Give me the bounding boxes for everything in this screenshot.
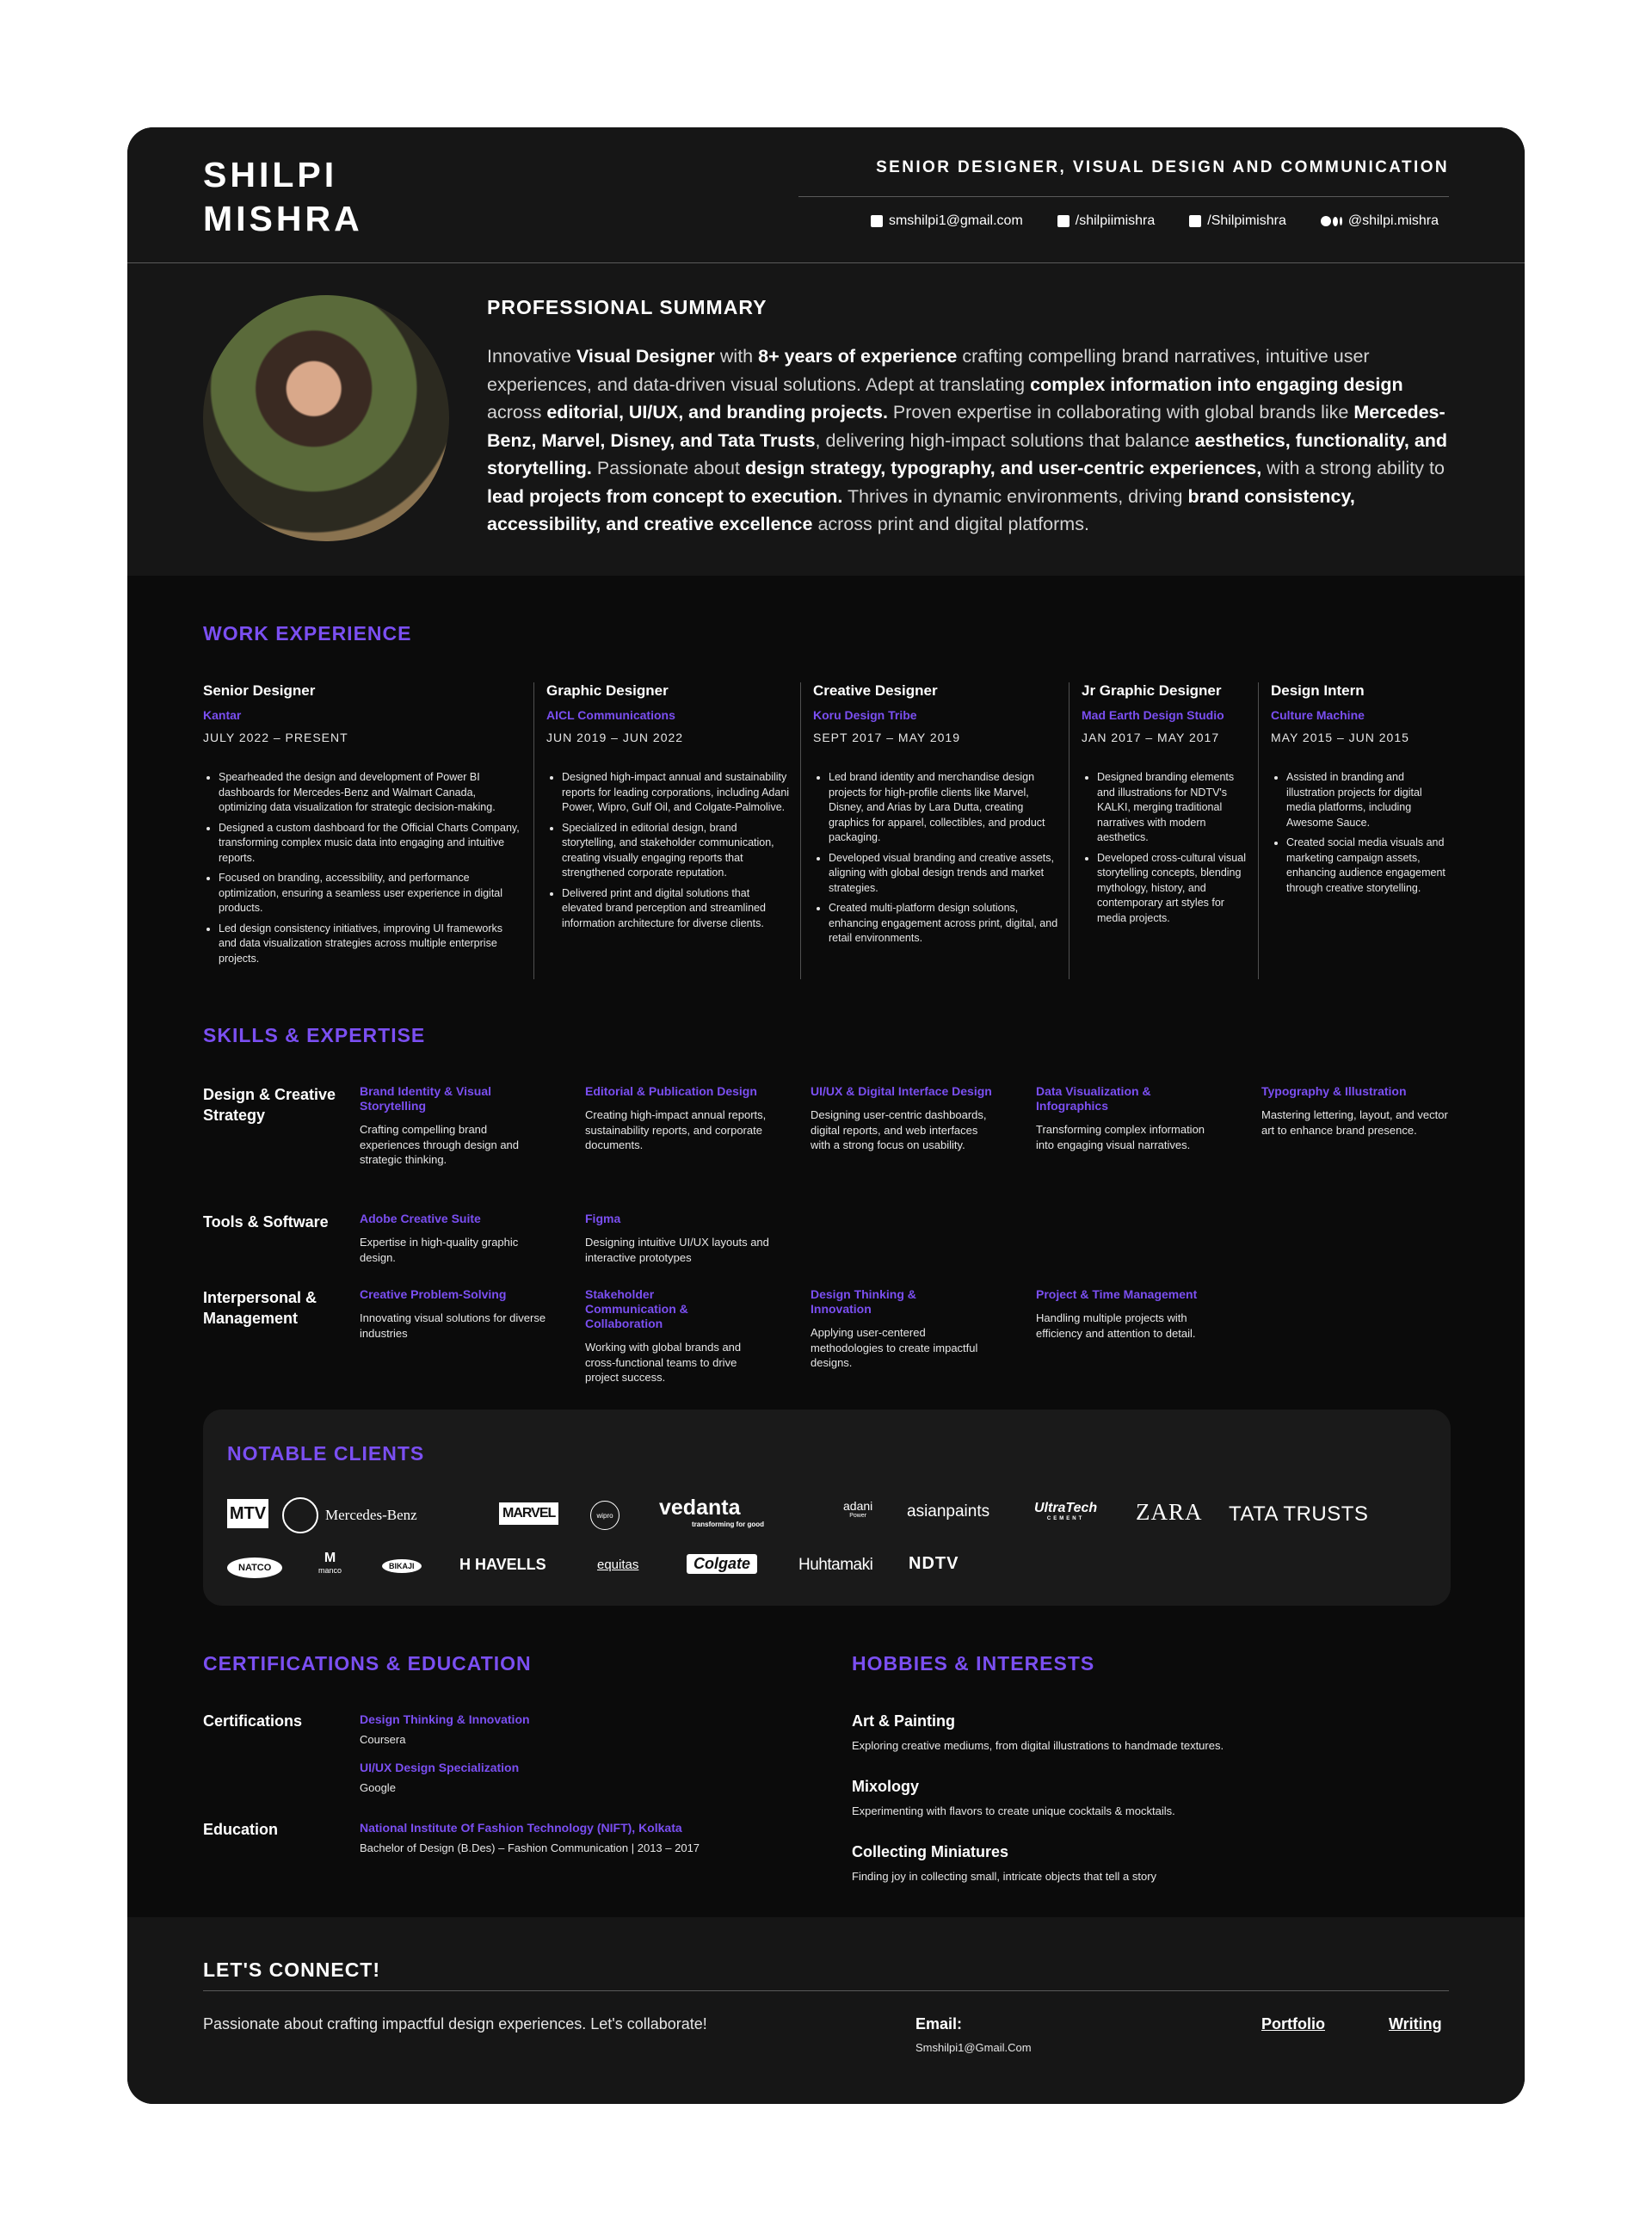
summary-title: PROFESSIONAL SUMMARY	[487, 296, 767, 318]
portfolio-link[interactable]: Portfolio	[1261, 2015, 1325, 2033]
mercedes-star-icon	[282, 1497, 318, 1533]
job-bullets: • Spearheaded the design and development of Power BI dashboards for Mercedes-Benz and Walmart Canada, optimizing data visualization for strategic decision-making. • Designed a custom dashboard for the Official Charts Company, transforming complex music data into engaging and intuitive reports. • Focused on branding, accessibility, and performance optimization, ensuring a seamless user experience in digital products. • Led design consistency initiatives, improving UI frameworks and data visualization strategies across multiple enterprise projects.	[203, 770, 520, 966]
hobbies-title: HOBBIES & INTERESTS	[852, 1652, 1095, 1675]
skill-row: Tools & Software Adobe Creative Suite Expertise in high-quality graphic design. Figma Designing intuitive UI/UX layouts and interactive prototypes	[203, 1212, 1451, 1280]
mercedes-logo: Mercedes-Benz	[282, 1497, 417, 1533]
divider	[203, 1990, 1449, 1991]
profile-photo	[203, 295, 449, 541]
resume-card	[127, 127, 1525, 2104]
contact-email[interactable]: smshilpi1@gmail.com	[871, 213, 1023, 229]
ndtv-logo: NDTV	[909, 1554, 959, 1573]
candidate-name: SHILPI MISHRA	[203, 155, 363, 238]
marvel-logo: MARVEL	[499, 1502, 558, 1525]
natco-logo: NATCO	[227, 1558, 282, 1578]
manco-icon: M	[324, 1551, 336, 1565]
summary-section	[127, 263, 1525, 576]
ultratech-logo: UltraTech CEMENT	[1034, 1501, 1098, 1521]
hobby-item: Art & Painting Exploring creative mediums, from digital illustrations to handmade textures.	[852, 1712, 1224, 1752]
havells-logo: H HAVELLS	[459, 1556, 546, 1573]
edu-label: Education	[203, 1821, 279, 1838]
wipro-logo: wipro	[590, 1501, 620, 1530]
edu-item: National Institute Of Fashion Technology (NIFT), Kolkata Bachelor of Design (B.Des) – Fashion Communication | 2013 – 2017	[360, 1821, 700, 1854]
asianpaints-logo: asianpaints	[907, 1502, 990, 1521]
job-item: Creative Designer Koru Design Tribe SEPT 2017 – MAY 2019 • Led brand identity and merchandise design projects for high-profile clients like Marvel, Disney, and Arias by Lara Dutta, creating graphics for apparel, collectibles, and product packaging. • Developed visual branding and creative assets, aligning with global design trends and market strategies. • Created multi-platform design solutions, enhancing engagement across print, digital, and retail environments.	[800, 682, 1058, 979]
contact-linkedin[interactable]: /shilpiimishra	[1057, 213, 1155, 229]
job-item: Jr Graphic Designer Mad Earth Design Studio JAN 2017 – MAY 2017 • Designed branding elements and illustrations for NDTV's KALKI, merging traditional narratives with modern aesthetics. • Developed cross-cultural visual storytelling concepts, blending mythology, history, and contemporary art styles for media projects.	[1069, 682, 1254, 979]
cert-item: Design Thinking & Innovation Coursera	[360, 1712, 530, 1746]
mtv-logo: MTV	[227, 1499, 268, 1528]
job-bullets: • Designed high-impact annual and sustainability reports for leading corporations, including Adani Power, Wipro, Gulf Oil, and Colgate-Palmolive. • Specialized in editorial design, brand storytelling, and stakeholder communication, creating visually engaging reports that strengthened corporate reputation. • Delivered print and digital solutions that elevated brand perception and streamlined information architecture for diverse clients.	[546, 770, 792, 931]
cert-title: CERTIFICATIONS & EDUCATION	[203, 1652, 532, 1675]
job-item: Design Intern Culture Machine MAY 2015 – JUN 2015 • Assisted in branding and illustration projects for digital media platforms, including Awesome Sauce. • Created social media visuals and marketing campaign assets, enhancing audience engagement through creative storytelling.	[1258, 682, 1451, 979]
hobby-item: Collecting Miniatures Finding joy in collecting small, intricate objects that tell a story	[852, 1843, 1157, 1883]
summary-text: Innovative Visual Designer with 8+ years of experience crafting compelling brand narratives, intuitive user experiences, and data-driven visual solutions. Adept at translating complex information into engaging design across editorial, UI/UX, and branding projects. Proven expertise in collaborating with global brands like Mercedes-Benz, Marvel, Disney, and Tata Trusts, delivering high-impact solutions that balance aesthetics, functionality, and storytelling. Passionate about design strategy, typography, and user-centric experiences, with a strong ability to lead projects from concept to execution. Thrives in dynamic environments, driving brand consistency, accessibility, and creative excellence across print and digital platforms.	[487, 346, 1448, 534]
writing-link[interactable]: Writing	[1389, 2015, 1442, 2033]
clients-panel	[203, 1410, 1451, 1606]
email-link[interactable]: Smshilpi1@Gmail.Com	[915, 2041, 1032, 2054]
footer-text: Passionate about crafting impactful design experiences. Let's collaborate!	[203, 2015, 707, 2033]
divider	[798, 196, 1449, 197]
colgate-logo: Colgate	[687, 1554, 757, 1574]
job-bullets: • Designed branding elements and illustrations for NDTV's KALKI, merging traditional narratives with modern aesthetics. • Developed cross-cultural visual storytelling concepts, blending mythology, history, and contemporary art styles for media projects.	[1082, 770, 1254, 926]
contact-list	[871, 213, 1439, 229]
email-label: Email:	[915, 2015, 963, 2033]
medium-icon	[1321, 216, 1342, 226]
skills-title: SKILLS & EXPERTISE	[203, 1024, 426, 1046]
job-bullets: • Assisted in branding and illustration projects for digital media platforms, including Awesome Sauce. • Created social media visuals and marketing campaign assets, enhancing audience engagement through creative storytelling.	[1271, 770, 1451, 896]
job-list	[203, 682, 1451, 979]
skill-row: Interpersonal & Management Creative Problem-Solving Innovating visual solutions for diverse industries Stakeholder Communication & Collaboration Working with global brands and cross-functional teams to drive project success. Design Thinking & Innovation Applying user-centered methodologies to create impactful designs. Project & Time Management Handling multiple projects with efficiency and attention to detail.	[203, 1287, 1451, 1391]
contact-medium[interactable]: @shilpi.mishra	[1321, 213, 1439, 229]
skill-item: Adobe Creative Suite Expertise in high-quality graphic design.	[360, 1212, 519, 1264]
huhtamaki-logo: Huhtamaki	[798, 1556, 873, 1574]
work-title: WORK EXPERIENCE	[203, 622, 412, 645]
hobby-item: Mixology Experimenting with flavors to create unique cocktails & mocktails.	[852, 1778, 1175, 1817]
skill-item: Project & Time Management Handling multiple projects with efficiency and attention to detail.	[1036, 1287, 1198, 1340]
footer	[127, 1917, 1525, 2104]
job-role: SENIOR DESIGNER, VISUAL DESIGN AND COMMUNICATION	[876, 158, 1449, 176]
skill-item: Creative Problem-Solving Innovating visual solutions for diverse industries	[360, 1287, 546, 1340]
skill-item: Design Thinking & Innovation Applying user-centered methodologies to create impactful designs.	[811, 1287, 978, 1369]
havells-icon: H	[459, 1556, 475, 1573]
skill-row: Design & Creative Strategy Brand Identity & Visual Storytelling Crafting compelling brand experiences through design and strategic thinking. Editorial & Publication Design Creating high-impact annual reports, sustainability reports, and corporate documents. UI/UX & Digital Interface Design Designing user-centric dashboards, digital reports, and web interfaces with a strong focus on usability. Data Visualization & Infographics Transforming complex information into engaging visual narratives. Typography & Illustration Mastering lettering, layout, and vector art to enhance brand presence.	[203, 1084, 1448, 1166]
skill-item: Data Visualization & Infographics Transforming complex information into engaging visual narratives.	[1036, 1084, 1205, 1151]
clients-title: NOTABLE CLIENTS	[227, 1442, 425, 1465]
zara-logo: ZARA	[1136, 1499, 1203, 1525]
job-bullets: • Led brand identity and merchandise design projects for high-profile clients like Marvel, Disney, and Arias by Lara Dutta, creating graphics for apparel, collectibles, and product packaging. • Developed visual branding and creative assets, aligning with global design trends and market strategies. • Created multi-platform design solutions, enhancing engagement across print, digital, and retail environments.	[813, 770, 1058, 947]
behance-icon	[1189, 215, 1201, 227]
skill-item: Editorial & Publication Design Creating high-impact annual reports, sustainability reports, and corporate documents.	[585, 1084, 767, 1151]
manco-logo: M manco	[318, 1551, 342, 1575]
footer-title: LET'S CONNECT!	[203, 1959, 381, 1981]
skill-item: UI/UX & Digital Interface Design Designing user-centric dashboards, digital reports, and web interfaces with a strong focus on usability.	[811, 1084, 992, 1151]
tata-trusts-logo: TATA TRUSTS	[1229, 1502, 1369, 1526]
linkedin-icon	[1057, 215, 1069, 227]
bikaji-logo: BIKAJI	[382, 1559, 422, 1573]
skill-item: Figma Designing intuitive UI/UX layouts and interactive prototypes	[585, 1212, 769, 1264]
mail-icon	[871, 215, 883, 227]
vedanta-logo: vedanta transforming for good	[659, 1496, 764, 1528]
cert-item: UI/UX Design Specialization Google	[360, 1761, 520, 1794]
skill-item: Stakeholder Communication & Collaboration Working with global brands and cross-functional teams to drive project success.	[585, 1287, 742, 1384]
equitas-logo: equitas	[597, 1558, 639, 1572]
skill-item: Brand Identity & Visual Storytelling Crafting compelling brand experiences through design and strategic thinking.	[360, 1084, 520, 1166]
header	[127, 127, 1525, 263]
adani-logo: adani Power	[843, 1499, 873, 1519]
job-item: Senior Designer Kantar JULY 2022 – PRESENT • Spearheaded the design and development of Power BI dashboards for Mercedes-Benz and Walmart Canada, optimizing data visualization for strategic decision-making. • Designed a custom dashboard for the Official Charts Company, transforming complex music data into engaging and intuitive reports. • Focused on branding, accessibility, and performance optimization, ensuring a seamless user experience in digital products. • Led design consistency initiatives, improving UI frameworks and data visualization strategies across multiple enterprise projects.	[203, 682, 520, 979]
cert-label: Certifications	[203, 1712, 303, 1730]
contact-behance[interactable]: /Shilpimishra	[1189, 213, 1286, 229]
job-item: Graphic Designer AICL Communications JUN 2019 – JUN 2022 • Designed high-impact annual and sustainability reports for leading corporations, including Adani Power, Wipro, Gulf Oil, and Colgate-Palmolive. • Specialized in editorial design, brand storytelling, and stakeholder communication, creating visually engaging reports that strengthened corporate reputation. • Delivered print and digital solutions that elevated brand perception and streamlined information architecture for diverse clients.	[533, 682, 792, 979]
skill-item: Typography & Illustration Mastering lettering, layout, and vector art to enhance brand presence.	[1261, 1084, 1448, 1137]
